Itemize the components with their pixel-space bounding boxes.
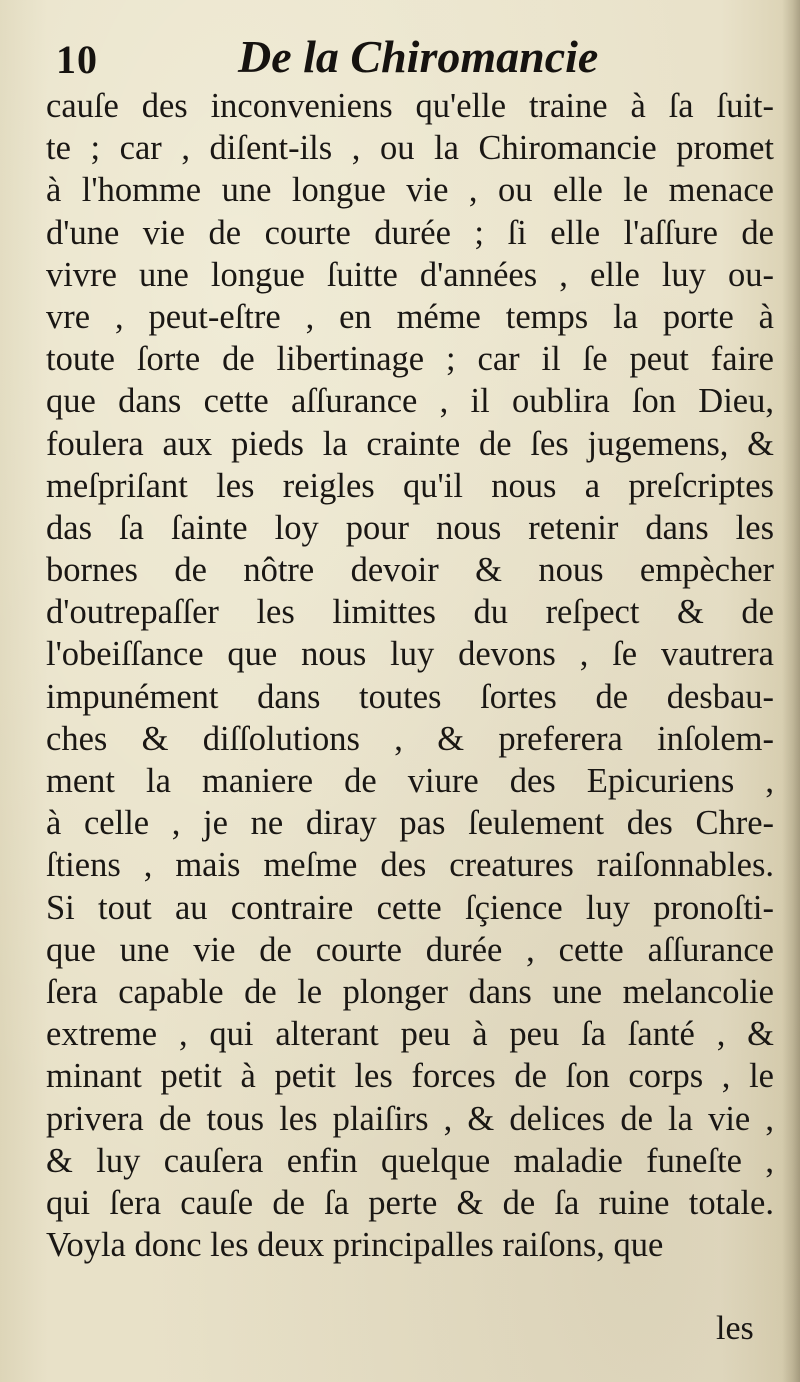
text-line: meſpriſant les reigles qu'il nous a preſcriptes [46,466,774,505]
text-line: das ſa ſainte loy pour nous retenir dans les [46,508,774,547]
running-head: De la Chiromancie [238,31,599,82]
text-line: à celle , je ne diray pas ſeulement des Chre- [46,804,774,843]
catchword: les [716,1310,754,1347]
text-line: d'une vie de courte durée ; ſi elle l'aſſure de [46,213,774,252]
text-line: qui ſera cauſe de ſa perte & de ſa ruine totale. [46,1183,774,1222]
text-line: l'obeiſſance que nous luy devons , ſe vautrera [46,635,774,674]
text-line: ches & diſſolutions , & preferera inſolem- [46,719,774,758]
page-number: 10 [56,37,98,82]
text-line: foulera aux pieds la crainte de ſes jugemens, & [46,424,774,463]
text-line: & luy cauſera enfin quelque maladie funeſte , [46,1141,774,1180]
text-line: d'outrepaſſer les limittes du reſpect & de [46,593,774,632]
text-line: minant petit à petit les forces de ſon corps , le [46,1057,774,1096]
text-line: bornes de nôtre devoir & nous empècher [46,551,774,590]
page-edge-shadow [782,0,800,1382]
text-line: que dans cette aſſurance , il oublira ſon Dieu, [46,382,774,421]
page-header [48,28,768,84]
text-line: toute ſorte de libertinage ; car il ſe peut faire [46,340,774,379]
text-line: te ; car , diſent-ils , ou la Chiromancie promet [46,129,774,168]
text-line: ſera capable de le plonger dans une melancolie [46,972,774,1011]
text-line: Si tout au contraire cette ſçience luy pronoſti- [46,888,774,927]
text-line: à l'homme une longue vie , ou elle le menace [46,171,774,210]
body-text [46,85,774,1266]
text-line: extreme , qui alterant peu à peu ſa ſanté , & [46,1015,774,1054]
text-line: ment la maniere de viure des Epicuriens , [46,762,774,800]
text-line: ſtiens , mais meſme des creatures raiſonnables. [46,846,774,885]
text-line: privera de tous les plaiſirs , & delices de la vie , [46,1099,774,1138]
text-line: Voyla donc les deux principalles raiſons, que [46,1226,664,1265]
text-line: vre , peut-eſtre , en méme temps la porte à [46,297,774,336]
text-line: que une vie de courte durée , cette aſſurance [46,930,774,969]
text-line: vivre une longue ſuitte d'années , elle luy ou- [46,255,774,294]
text-line: cauſe des inconveniens qu'elle traine à ſa ſuit- [46,87,774,125]
text-line: impunément dans toutes ſortes de desbau- [46,677,774,716]
